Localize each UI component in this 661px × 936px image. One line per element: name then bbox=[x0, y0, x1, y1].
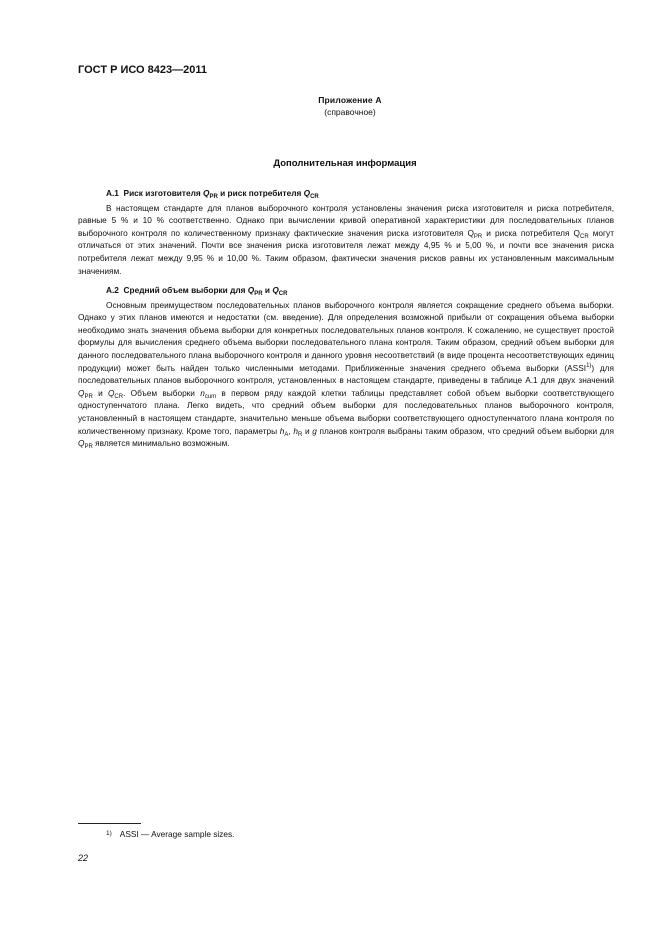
section-title: Дополнительная информация bbox=[273, 158, 417, 169]
document-header: ГОСТ Р ИСО 8423—2011 bbox=[78, 64, 208, 76]
annex-type: (справочное) bbox=[324, 107, 376, 117]
page-number: 22 bbox=[78, 853, 89, 863]
section-a1-heading: А.1 Риск изготовителя $Q_{PR}$ и риск потребителя $Q_{CR}$ bbox=[106, 188, 319, 200]
annex-label: Приложение А bbox=[318, 95, 382, 105]
section-a1-paragraph: В настоящем стандарте для планов выборочного контроля установлены значения риска изготовителя и риска потребителя, равные 5 % и 10 % соответственно. Однако при вычислении кривой оперативной характеристики для последовательных планов выборочного контроля по количественному признаку фактические значения риска изготовителя $Q_{PR}$ и риска потребителя $Q_{CR}$ могут отличаться от этих значений. Почти все значения риска изготовителя лежат между 4,95 % и 5,00 %, и почти все значения риска потребителя лежат между 9,95 % и 10,00 %. Таким образом, фактически значения рисков равны их установленным максимальным значениям. bbox=[78, 202, 614, 276]
annex-heading bbox=[250, 94, 450, 118]
footnote-separator bbox=[78, 823, 141, 824]
footnote-text: ASSI — Average sample sizes. bbox=[119, 829, 235, 839]
footnote bbox=[106, 829, 234, 839]
section-a2 bbox=[78, 284, 614, 450]
section-a2-heading: А.2 Средний объем выборки для $Q_{PR}$ и $Q_{CR}$ bbox=[106, 285, 288, 297]
footnote-mark: 1) bbox=[106, 830, 112, 837]
footnote-reference: 1) bbox=[586, 362, 592, 369]
section-a1 bbox=[78, 187, 614, 277]
section-a2-paragraph: Основным преимуществом последовательных планов выборочного контроля является сокращение среднего объема выборки. Однако у этих планов имеются и недостатки (см. введение). Для определения возможной прибыли от сокращения объема выборки необходимо знать значения объема выборки для конкретных последовательных планов контроля. К сожалению, не существует простой формулы для вычисления среднего объема выборки последовательного плана контроля. Таким образом, средний объем выборки для данного последовательного плана выборочного контроля и данного уровня несоответствий (в виде процента несоответствующих единиц продукции) может быть найден только численными методами. Приближенные значения среднего объема выборки (ASSI$^{1)}$) для последовательных планов выборочного контроля, установленных в настоящем стандарте, приведены в таблице А.1 для двух значений $Q_{PR}$ и $Q_{CR}$. Объем выборки $n_{cum}$ в первом ряду каждой клетки таблицы представляет собой объем выборки соответствующего одноступенчатого плана. Легко видеть, что средний объем выборки для последовательных планов выборочного контроля, установленный в настоящем стандарте, значительно меньше объема выборки соответствующего одноступенчатого плана контроля по количественному признаку. Кроме того, параметры $h_A$, $h_R$ и g планов контроля выбраны таким образом, что средний объем выборки для $Q_{PR}$ является минимально возможным. bbox=[78, 299, 615, 451]
